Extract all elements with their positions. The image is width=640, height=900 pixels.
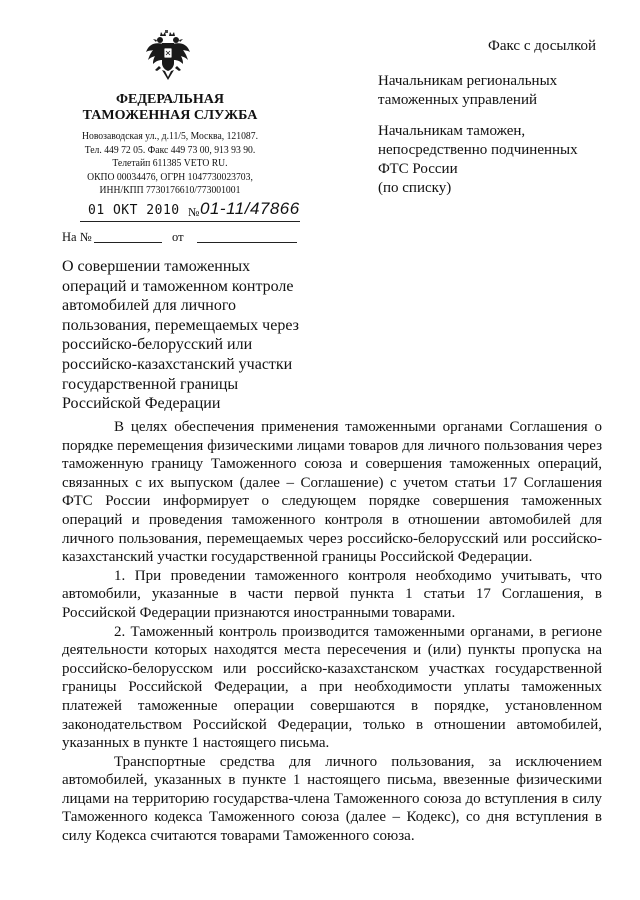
addressee-line: ФТС России xyxy=(378,161,458,177)
body-paragraph: Транспортные средства для личного пользования, за исключением автомобилей, указанных в пункте 1 настоящего письма, ввезенные физическими лицами на территорию государства-члена Таможенного союза до вступления в силу Таможенного кодекса Таможенного союза (далее – Кодекс), со дня вступления в силу Кодекса считаются товарами Таможенного союза. xyxy=(62,753,602,845)
letter-subject xyxy=(62,257,312,414)
phone-fax-line: Тел. 449 72 05. Факс 449 73 00, 913 93 90. xyxy=(84,144,256,156)
addressee-regional xyxy=(378,72,557,110)
body-paragraph: 1. При проведении таможенного контроля необходимо учитывать, что автомобили, указанные в части первой пункта 1 статьи 17 Соглашения, в Российской Федерации признаются иностранными товарами. xyxy=(62,567,602,621)
reference-from-label: от xyxy=(172,230,184,244)
subject-line: Российской Федерации xyxy=(62,395,221,413)
subject-line: операций и таможенном контроле xyxy=(62,277,294,295)
reference-number-blank xyxy=(94,242,162,243)
subject-line: российско-казахстанский участки xyxy=(62,355,293,373)
reference-date-blank xyxy=(197,242,297,243)
registration-date: 01 ОКТ 2010 xyxy=(88,203,180,218)
registration-number-label: № xyxy=(188,205,200,219)
teletype-line: Телетайп 611385 VETO RU. xyxy=(112,158,228,169)
subject-line: пользования, перемещаемых через xyxy=(62,316,299,334)
body-paragraph: 2. Таможенный контроль производится таможенными органами, в регионе деятельности которых находятся места пересечения и (или) пункты пропуска на российско-белорусском или российско-казахстанском участках государственной границы Российской Федерации, а при необходимости уплаты таможенных платежей таможенные операции совершаются в порядке, установленном законодательством Российской Федерации, только в отношении автомобилей, указанных в пункте 1 настоящего письма. xyxy=(62,623,602,752)
addressee-line: Начальникам таможен, xyxy=(378,123,526,139)
registration-underline xyxy=(80,221,300,222)
subject-line: автомобилей для личного xyxy=(62,297,237,315)
addressee-line: непосредственно подчиненных xyxy=(378,142,578,158)
addressee-customs xyxy=(378,122,578,198)
body-paragraph: В целях обеспечения применения таможенными органами Соглашения о порядке перемещения физическими лицами товаров для личного пользования через таможенную границу Таможенного союза и совершения таможенных операций, связанных с их выпуском (далее – Соглашение) с учетом статьи 17 Соглашения ФТС России информирует о следующем порядке совершения таможенных операций и проведения таможенного контроля в отношении автомобилей для личного пользования, перемещаемых через российско-белорусский или российско-казахстанский участки государственной границы Российской Федерации. xyxy=(62,419,602,566)
coat-of-arms-emblem xyxy=(145,30,191,86)
addressee-line: (по списку) xyxy=(378,180,452,196)
addressee-line: таможенных управлений xyxy=(378,92,538,108)
okpo-ogrn-line: ОКПО 00034476, ОГРН 1047730023703, xyxy=(87,171,253,183)
registration-line xyxy=(60,199,310,223)
inn-kpp-line: ИНН/КПП 7730176610/773001001 xyxy=(99,185,241,196)
letter-body xyxy=(62,418,602,846)
organization-details xyxy=(78,130,262,198)
reference-number-label: На № xyxy=(62,230,92,244)
addressee-line: Начальникам региональных xyxy=(378,73,558,89)
organization-name-line1: ФЕДЕРАЛЬНАЯ xyxy=(115,92,224,107)
registration-number: 01-11/47866 xyxy=(200,199,300,218)
fax-note: Факс с досылкой xyxy=(488,38,597,54)
reference-line xyxy=(62,230,312,245)
subject-line: государственной границы xyxy=(62,375,239,393)
organization-name xyxy=(80,92,260,124)
address-line: Новозаводская ул., д.11/5, Москва, 121087. xyxy=(82,131,258,142)
subject-line: российско-белорусский или xyxy=(62,336,253,354)
subject-line: О совершении таможенных xyxy=(62,258,251,275)
organization-name-line2: ТАМОЖЕННАЯ СЛУЖБА xyxy=(82,108,258,123)
